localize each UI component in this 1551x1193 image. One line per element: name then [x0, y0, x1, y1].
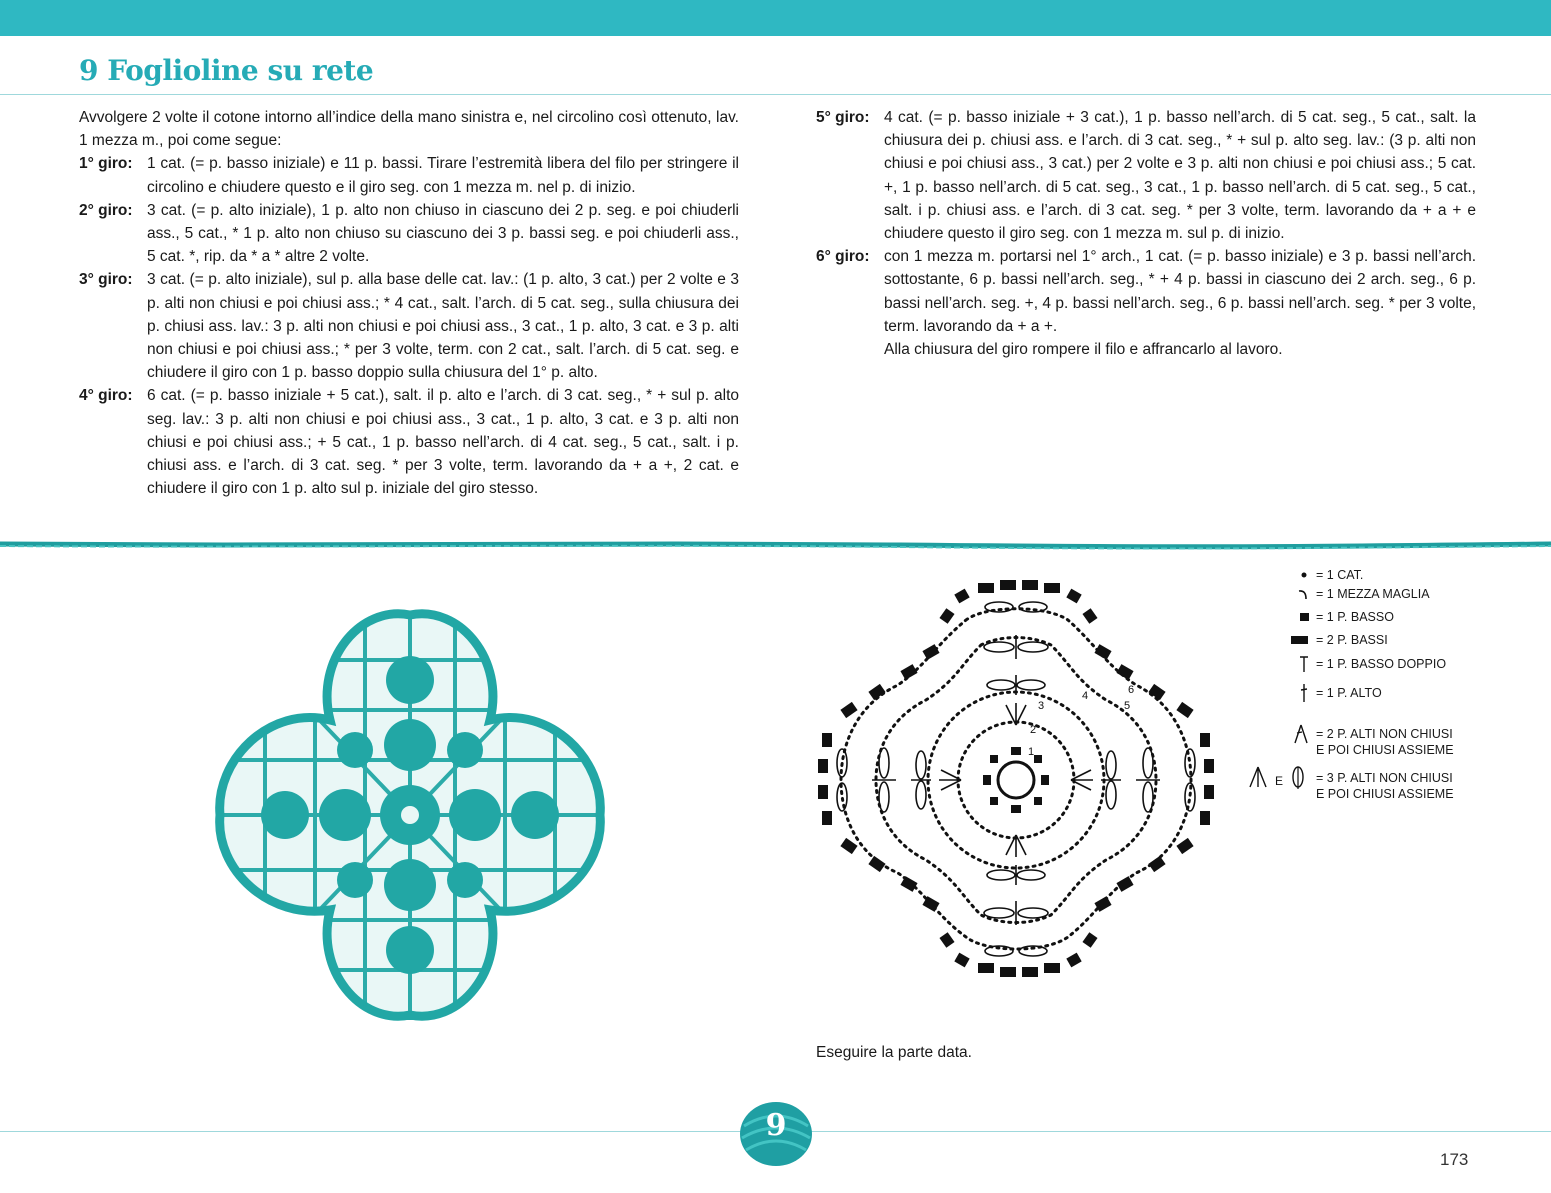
legend-text: = 2 P. BASSI [1316, 633, 1388, 647]
round-number-label: 4 [1082, 690, 1089, 702]
symbol-legend [1240, 563, 1540, 813]
slip-stitch-icon [1240, 586, 1310, 602]
round-2 [79, 199, 739, 269]
round-label: 4° giro: [79, 387, 133, 405]
two-single-crochet-icon [1240, 632, 1310, 648]
round-label: 3° giro: [79, 271, 133, 289]
round-4 [79, 384, 739, 500]
round-1 [79, 152, 739, 198]
round-text: 1 cat. (= p. basso iniziale) e 11 p. bassi. Tirare l’estremità libera del filo per stringere il circolino e chiudere questo e il giro seg. con 1 mezza m. nel p. di inizio. [147, 155, 739, 196]
round-6 [816, 245, 1476, 338]
cluster-3-icon [1240, 770, 1310, 786]
legend-item [1240, 726, 1454, 758]
legend-text: = 1 P. ALTO [1316, 686, 1382, 700]
treble-icon [1240, 685, 1310, 701]
yarn-divider [0, 538, 1551, 554]
page-number: 173 [1440, 1150, 1469, 1169]
round-text: 6 cat. (= p. basso iniziale + 5 cat.), salt. il p. alto e l’arch. di 3 cat. seg., * + sul p. alto seg. lav.: 3 p. alti non chiusi e poi chiusi ass., 3 cat., 1 p. alto, 3 cat. e 3 p. alti non chiusi e poi chiusi ass.; + 5 cat., 1 p. basso nell’arch. di 4 cat. seg., 5 cat., salt. i p. chiusi ass. e l’arch. di 3 cat. seg. * per 3 volte, term. lavorando da + a +, 2 cat. e chiudere il giro con 1 p. alto sul p. iniziale del giro stesso. [147, 387, 739, 498]
legend-text: = 2 P. ALTI NON CHIUSI E POI CHIUSI ASSIEME [1316, 727, 1454, 757]
legend-item [1240, 656, 1446, 672]
instructions-right-column [816, 106, 1476, 361]
top-color-band [0, 0, 1551, 36]
legend-item [1240, 685, 1382, 701]
round-label: 5° giro: [816, 109, 870, 126]
round-text: con 1 mezza m. portarsi nel 1° arch., 1 cat. (= p. basso iniziale) e 3 p. bassi nell’arch. sottostante, 6 p. bassi nell’arch. seg., * + 4 p. bassi in ciascuno dei 2 arch. seg., 6 p. bassi nell’arch. seg. +, 4 p. bassi nell’arch. seg., 6 p. bassi nell’arch. seg. * per 3 volte, term. lavorando da + a +. [884, 248, 1476, 335]
dot-icon [1240, 567, 1310, 583]
round-number-label: 2 [1030, 724, 1037, 736]
closing-text: Alla chiusura del giro rompere il filo e affrancarlo al lavoro. [884, 341, 1283, 359]
round-text: 3 cat. (= p. alto iniziale), sul p. alla base delle cat. lav.: (1 p. alto, 3 cat.) per 2 volte e 3 p. alti non chiusi e poi chiusi ass.; * 4 cat., salt. l’arch. di 5 cat. seg., sulla chiusura dei p. chiusi ass. lav.: 3 p. alti non chiusi e poi chiusi ass., 3 cat., 1 p. alto, 3 cat. e 3 p. alti non chiusi e poi chiusi ass.; * per 3 volte, term. con 2 cat., salt. l’arch. di 5 cat. seg. e chiudere il giro con 1 p. basso doppio sulla chiusura del 1° p. alto. [147, 271, 739, 382]
round-3 [79, 268, 739, 384]
round-label: 2° giro: [79, 201, 133, 219]
legend-item [1240, 609, 1394, 625]
round-number-label: 6 [1128, 684, 1135, 696]
intro-text: Avvolgere 2 volte il cotone intorno all’indice della mano sinistra e, nel circolino così ottenuto, lav. 1 mezza m., poi come segue: [79, 109, 739, 150]
single-crochet-icon [1240, 609, 1310, 625]
legend-joiner: E [1275, 774, 1284, 788]
legend-text: = 3 P. ALTI NON CHIUSI E POI CHIUSI ASSIEME [1316, 771, 1454, 801]
legend-text: = 1 MEZZA MAGLIA [1316, 587, 1430, 601]
crochet-chart-diagram [806, 575, 1226, 985]
diagram-note: Eseguire la parte data. [816, 1044, 972, 1061]
pattern-number: 9 [765, 1108, 787, 1143]
round-number-label: 1 [1028, 746, 1035, 758]
crochet-swatch-photo [205, 600, 615, 1030]
round-text: 3 cat. (= p. alto iniziale), 1 p. alto non chiuso in ciascuno dei 2 p. seg. e poi chiuderli ass., 5 cat., * 1 p. alto non chiuso su ciascuno dei 3 p. bassi seg. e poi chiuderli ass., 5 cat. *, rip. da * a * altre 2 volte. [147, 201, 739, 266]
double-single-crochet-icon [1240, 656, 1310, 672]
round-label: 6° giro: [816, 248, 870, 266]
legend-text: = 1 P. BASSO DOPPIO [1316, 657, 1447, 671]
page-title: 9 Foglioline su rete [79, 54, 374, 87]
round-5 [816, 106, 1476, 245]
legend-item [1240, 567, 1363, 583]
legend-text: = 1 CAT. [1316, 568, 1364, 582]
title-rule [0, 94, 1551, 95]
legend-item [1240, 770, 1454, 802]
instructions-left-column [79, 106, 739, 500]
round-number-label: 3 [1038, 700, 1045, 712]
cluster-2-icon [1240, 726, 1310, 742]
round-number-label: 5 [1124, 700, 1131, 712]
legend-item [1240, 632, 1388, 648]
round-text: 4 cat. (= p. basso iniziale + 3 cat.), 1 p. basso nell’arch. di 5 cat. seg., 5 cat., salt. la chiusura dei p. chiusi ass. e l’arch. di 3 cat. seg., * + sul p. alto seg. lav.: (3 p. alti non chiusi e poi chiusi ass., 3 cat.) per 2 volte e 3 p. alti non chiusi e poi chiusi ass.; 5 cat. +, 1 p. basso nell’arch. di 5 cat. seg., 3 cat., 1 p. basso nell’arch. di 5 cat. seg., 5 cat., salt. i p. chiusi ass. e l’arch. di 3 cat. seg. * per 3 volte, term. lavorando da + a + e chiudere questo il giro seg. con 1 mezza m. sul p. di inizio. [884, 109, 1476, 243]
legend-item [1240, 586, 1430, 602]
round-label: 1° giro: [79, 155, 133, 173]
legend-text: = 1 P. BASSO [1316, 610, 1394, 624]
